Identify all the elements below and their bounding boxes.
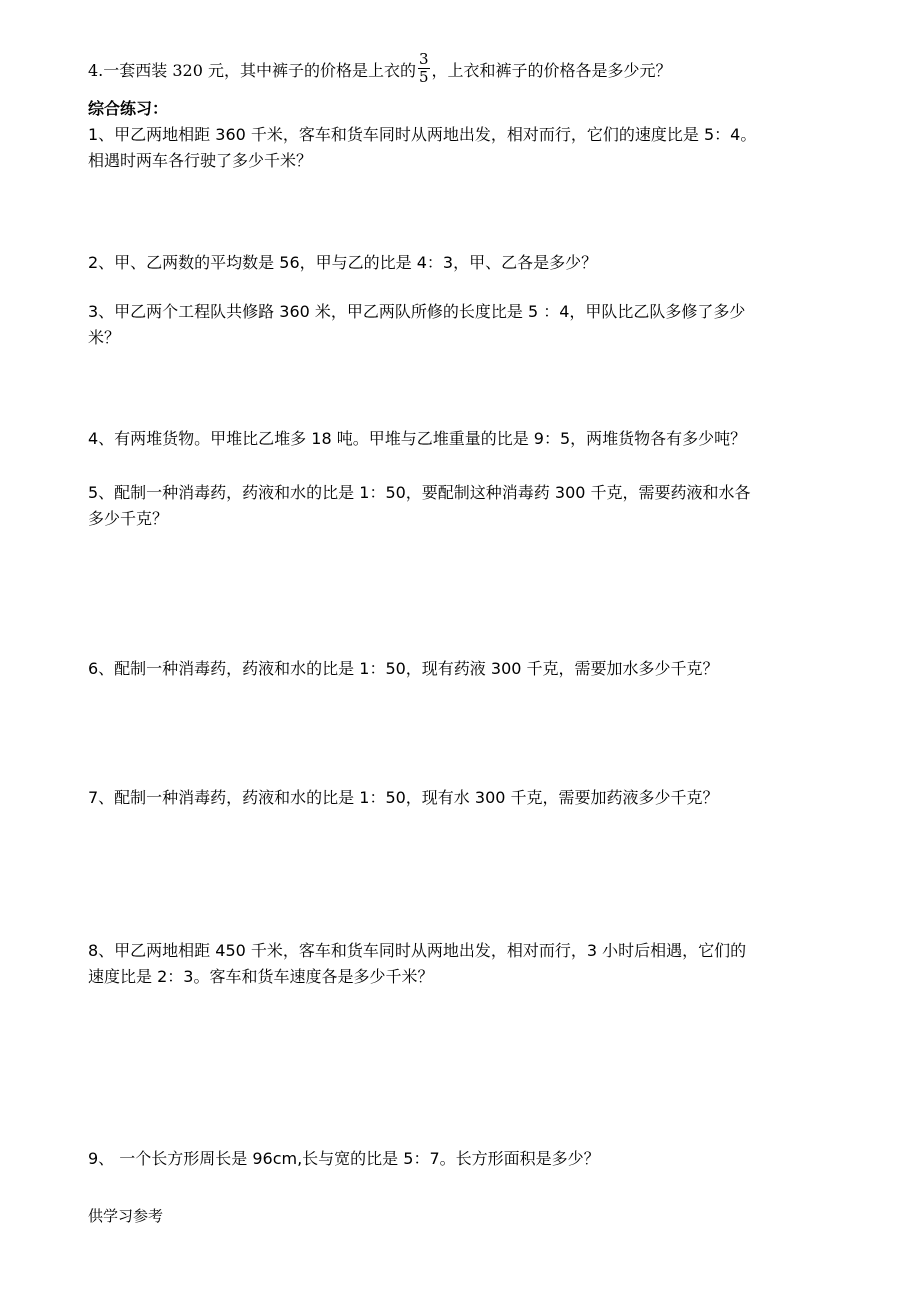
fraction — [418, 51, 430, 86]
problem-8-line-1: 8、甲乙两地相距 450 千米，客车和货车同时从两地出发，相对而行，3 小时后相遇，它们的 — [88, 941, 747, 960]
problem-2: 2、甲、乙两数的平均数是 56，甲与乙的比是 4：3，甲、乙各是多少？ — [88, 253, 598, 272]
problem-9: 9、 一个长方形周长是 96cm,长与宽的比是 5：7。长方形面积是多少？ — [88, 1149, 600, 1168]
problem-6: 6、配制一种消毒药，药液和水的比是 1：50，现有药液 300 千克，需要加水多少千克？ — [88, 659, 719, 678]
problem-7: 7、配制一种消毒药，药液和水的比是 1：50，现有水 300 千克，需要加药液多少千克？ — [88, 788, 719, 807]
section-title: 综合练习： — [88, 99, 169, 118]
fraction-numerator: 3 — [418, 50, 429, 68]
problem-3-line-2: 米？ — [88, 328, 121, 347]
problem-8-line-2: 速度比是 2：3。客车和货车速度各是多少千米？ — [88, 967, 434, 986]
footer-text: 供学习参考 — [88, 1207, 164, 1225]
problem-1-line-2: 相遇时两车各行驶了多少千米？ — [88, 151, 313, 170]
problem-5-line-1: 5、配制一种消毒药，药液和水的比是 1：50，要配制这种消毒药 300 千克，需要药液和水各 — [88, 483, 751, 502]
problem-5-line-2: 多少千克？ — [88, 509, 169, 528]
problem-4-pre-before: 4.一套西装 320 元，其中裤子的价格是上衣的 — [88, 61, 416, 80]
fraction-denominator: 5 — [418, 68, 429, 86]
problem-4-pre-after: ，上衣和裤子的价格各是多少元？ — [431, 61, 672, 80]
problem-1-line-1: 1、甲乙两地相距 360 千米，客车和货车同时从两地出发，相对而行，它们的速度比是 5：4。 — [88, 125, 757, 144]
problem-4-pre — [88, 50, 848, 89]
problem-3-line-1: 3、甲乙两个工程队共修路 360 米，甲乙两队所修的长度比是 5 ：4，甲队比乙队多修了多少 — [88, 302, 746, 321]
problem-4: 4、有两堆货物。甲堆比乙堆多 18 吨。甲堆与乙堆重量的比是 9：5，两堆货物各有多少吨？ — [88, 429, 747, 448]
